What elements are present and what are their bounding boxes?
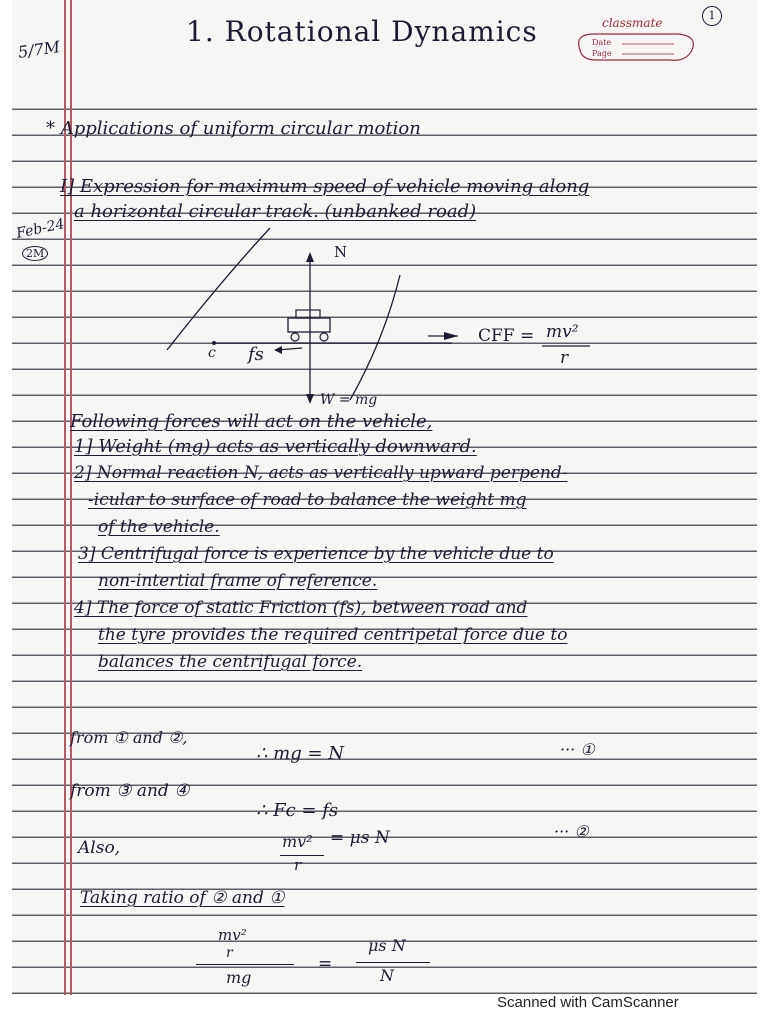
- topic-line-1: I] Expression for maximum speed of vehicle moving along: [60, 176, 590, 197]
- equation-fc-fs: ∴ Fc = fs: [256, 800, 339, 821]
- weight-label: W = mg: [320, 392, 378, 408]
- cff-numerator: mv²: [546, 322, 579, 342]
- cff-label: CFF =: [478, 326, 535, 346]
- ratio-rhs-numerator: μs N: [368, 936, 406, 955]
- normal-force-label: N: [334, 243, 348, 261]
- force-item-3-cont: non-intertial frame of reference.: [98, 571, 378, 591]
- force-item-4-cont: the tyre provides the required centripetal force due to: [98, 625, 568, 645]
- side-note-marks: 2M: [22, 246, 48, 261]
- page-field-label: Page: [592, 49, 612, 58]
- scanner-watermark: Scanned with CamScanner: [497, 994, 679, 1011]
- equation-2-rhs: = μs N: [330, 828, 390, 848]
- topic-line-2: a horizontal circular track. (unbanked road): [74, 201, 477, 222]
- equation-2-numerator: mv²: [282, 832, 313, 851]
- force-diagram: [12, 0, 757, 420]
- header-date: 5/7M: [16, 37, 62, 62]
- section-heading: * Applications of uniform circular motion: [46, 118, 421, 139]
- page-number: 1: [708, 9, 716, 22]
- force-item-1: 1] Weight (mg) acts as vertically downward.: [74, 436, 477, 457]
- force-item-4: 4] The force of static Friction (fs), between road and: [74, 598, 528, 618]
- date-field-label: Date: [592, 38, 612, 47]
- ratio-equals: =: [318, 954, 333, 974]
- force-item-4-end: balances the centrifugal force.: [98, 652, 363, 672]
- ratio-lhs-numerator: mv²: [218, 926, 247, 944]
- page-title: 1. Rotational Dynamics: [186, 15, 538, 48]
- force-item-2: 2] Normal reaction N, acts as vertically upward perpend-: [74, 463, 568, 483]
- forces-intro: Following forces will act on the vehicle,: [70, 411, 433, 432]
- friction-label: fs: [248, 344, 264, 365]
- force-item-2-end: of the vehicle.: [98, 517, 220, 537]
- brand-name: classmate: [602, 16, 663, 30]
- ratio-rhs-bar: [356, 962, 430, 963]
- side-note-month: Feb-24: [14, 216, 66, 242]
- also-label: Also,: [78, 838, 121, 858]
- ratio-lhs-bar: [196, 964, 294, 965]
- force-item-2-cont: -icular to surface of road to balance the weight mg: [88, 490, 527, 510]
- equation-1: ∴ mg = N: [256, 743, 345, 764]
- ratio-lhs-denominator: mg: [226, 968, 252, 987]
- fraction-bar: [280, 855, 324, 856]
- notebook-page: [12, 0, 757, 995]
- center-label: c: [208, 345, 216, 361]
- ratio-lhs-sub: r: [226, 945, 233, 961]
- equation-2-tag: ··· ②: [554, 822, 589, 841]
- equation-1-tag: ··· ①: [560, 740, 595, 759]
- taking-ratio: Taking ratio of ② and ①: [80, 888, 285, 908]
- from-1-and-2: from ① and ②,: [70, 728, 188, 747]
- ratio-rhs-denominator: N: [380, 966, 394, 985]
- force-item-3: 3] Centrifugal force is experience by the vehicle due to: [78, 544, 554, 564]
- equation-2-denominator: r: [294, 856, 302, 874]
- cff-denominator: r: [560, 348, 569, 368]
- from-3-and-4: from ③ and ④: [70, 781, 190, 801]
